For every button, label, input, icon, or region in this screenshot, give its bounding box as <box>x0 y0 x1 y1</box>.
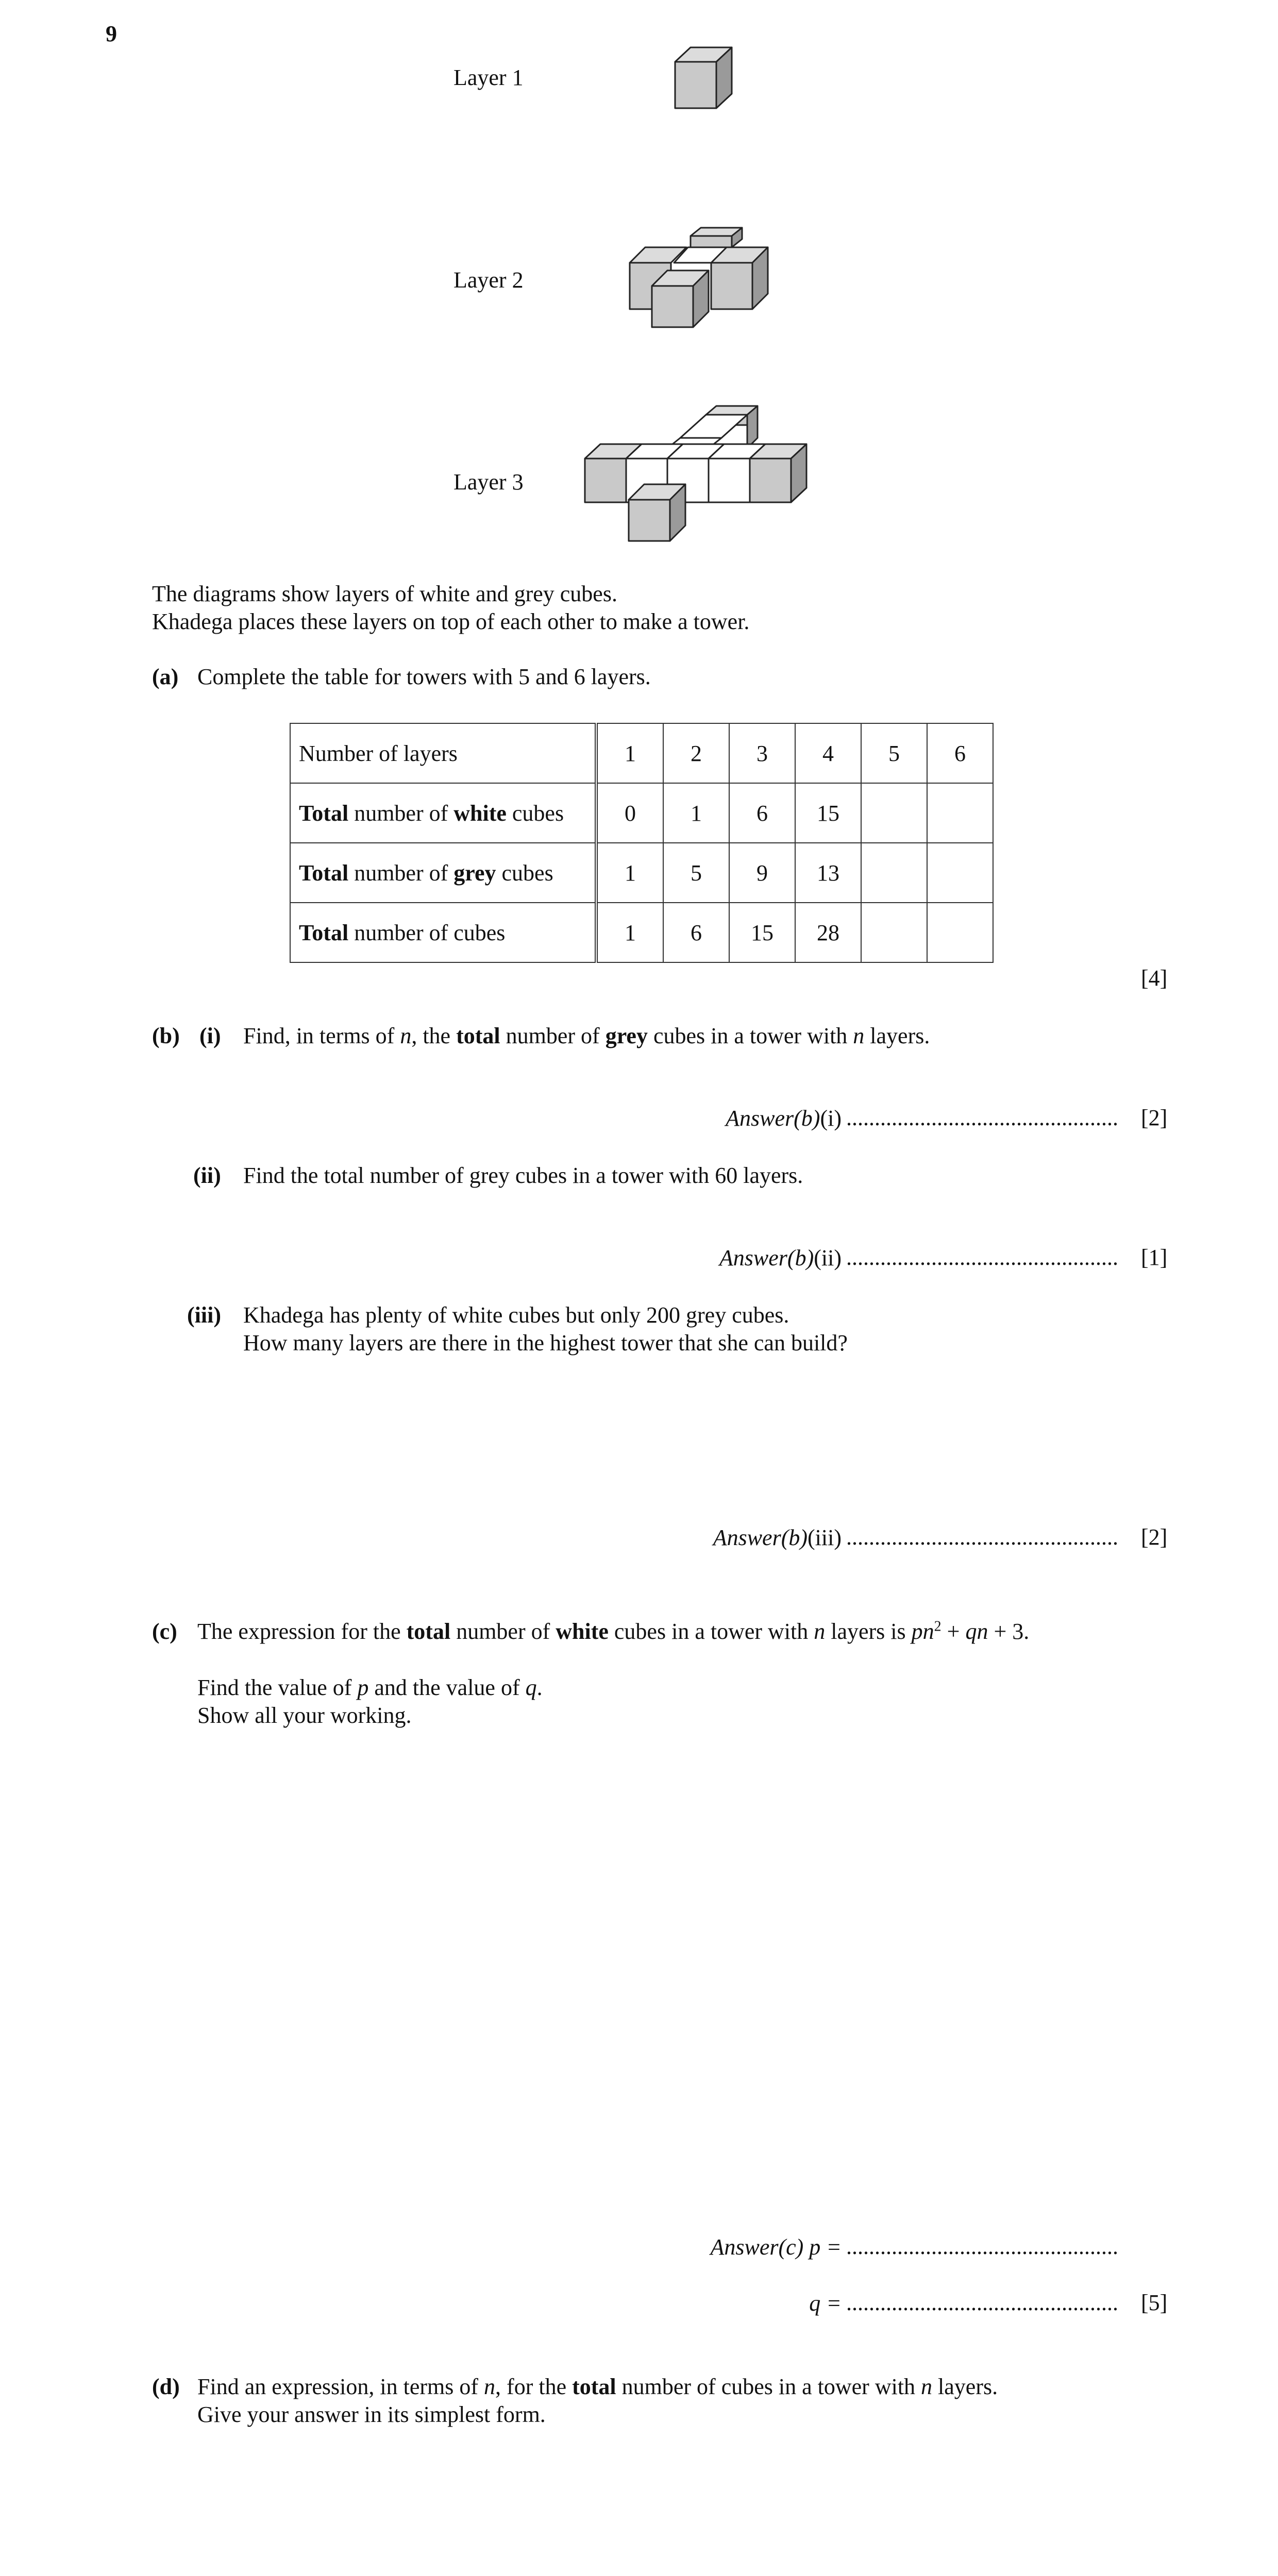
part-b-ii-marks: [1] <box>1141 1245 1168 1270</box>
intro-line-2: Khadega places these layers on top of each other to make a tower. <box>152 609 750 634</box>
table-column-header: 3 <box>729 723 795 783</box>
table-answer-cell[interactable] <box>927 783 993 843</box>
part-a-text: Complete the table for towers with 5 and 6 layers. <box>197 664 651 689</box>
table-cell: 9 <box>729 843 795 903</box>
part-b-i-text: Find, in terms of n, the total number of grey cubes in a tower with n layers. <box>243 1023 930 1048</box>
layers-table <box>290 723 994 963</box>
layer-1-label: Layer 1 <box>453 65 524 90</box>
table-header-label: Number of layers <box>290 723 596 783</box>
answer-b-i-label: Answer(b)(i) <box>726 1106 842 1131</box>
layer-2-label: Layer 2 <box>453 267 524 293</box>
table-cell: 5 <box>663 843 729 903</box>
layer-2-diagram <box>618 222 794 335</box>
table-row-label: Total number of white cubes <box>290 783 596 843</box>
table-cell: 13 <box>795 843 861 903</box>
table-column-header: 1 <box>596 723 663 783</box>
layer-1-diagram <box>665 41 747 118</box>
part-b-i-marks: [2] <box>1141 1105 1168 1130</box>
part-d-label: (d) <box>152 2374 180 2399</box>
answer-c-p-label: Answer(c) p = <box>710 2234 842 2260</box>
answer-b-iii-field[interactable]: ................................................ <box>846 1524 1118 1550</box>
part-c-marks: [5] <box>1141 2290 1168 2315</box>
answer-b-iii-label: Answer(b)(iii) <box>713 1525 842 1550</box>
layer-3-diagram <box>577 402 825 551</box>
part-c-line-3: Show all your working. <box>197 1703 412 1728</box>
table-column-header: 4 <box>795 723 861 783</box>
page-number: 9 <box>106 21 117 46</box>
part-c-text: The expression for the total number of white cubes in a tower with n layers is $pn^2$ + qn + 3. <box>197 1618 1030 1644</box>
table-answer-cell[interactable] <box>927 843 993 903</box>
answer-c-q-label: q = <box>809 2291 842 2316</box>
table-column-header: 6 <box>927 723 993 783</box>
table-row-grey <box>290 843 993 903</box>
part-d-text: Find an expression, in terms of n, for the total number of cubes in a tower with n layers. <box>197 2374 998 2399</box>
table-cell: 28 <box>795 903 861 962</box>
part-b-iii-marks: [2] <box>1141 1524 1168 1550</box>
part-c-label: (c) <box>152 1619 177 1644</box>
table-row-white <box>290 783 993 843</box>
table-answer-cell[interactable] <box>861 903 927 962</box>
part-b-i-label: (i) <box>199 1023 221 1048</box>
part-b-iii-label: (iii) <box>187 1302 221 1328</box>
part-b-ii-text: Find the total number of grey cubes in a tower with 60 layers. <box>243 1163 803 1188</box>
answer-b-ii-label: Answer(b)(ii) <box>719 1245 842 1270</box>
table-row-label: Total number of cubes <box>290 903 596 962</box>
layer-3-label: Layer 3 <box>453 469 524 495</box>
answer-b-ii-field[interactable]: ................................................ <box>846 1245 1118 1270</box>
table-cell: 6 <box>729 783 795 843</box>
answer-c-p-field[interactable]: ................................................ <box>846 2234 1118 2259</box>
part-a-marks: [4] <box>1141 965 1168 991</box>
table-cell: 1 <box>596 843 663 903</box>
table-header-row <box>290 723 993 783</box>
table-cell: 1 <box>663 783 729 843</box>
part-b-label: (b) <box>152 1023 180 1048</box>
table-column-header: 5 <box>861 723 927 783</box>
part-a-label: (a) <box>152 664 179 689</box>
intro-line-1: The diagrams show layers of white and grey cubes. <box>152 581 617 606</box>
answer-c-q-field[interactable]: ................................................ <box>846 2290 1118 2315</box>
table-answer-cell[interactable] <box>861 843 927 903</box>
table-column-header: 2 <box>663 723 729 783</box>
part-b-iii-line-2: How many layers are there in the highest tower that she can build? <box>243 1330 848 1355</box>
table-cell: 6 <box>663 903 729 962</box>
table-row-total <box>290 903 993 962</box>
part-c-line-2: Find the value of p and the value of q. <box>197 1675 543 1700</box>
part-b-ii-label: (ii) <box>193 1163 221 1188</box>
part-d-line-2: Give your answer in its simplest form. <box>197 2402 546 2427</box>
part-b-iii-line-1: Khadega has plenty of white cubes but only 200 grey cubes. <box>243 1302 789 1328</box>
table-answer-cell[interactable] <box>927 903 993 962</box>
answer-b-i-field[interactable]: ................................................ <box>846 1105 1118 1130</box>
table-cell: 0 <box>596 783 663 843</box>
table-row-label: Total number of grey cubes <box>290 843 596 903</box>
table-cell: 1 <box>596 903 663 962</box>
table-cell: 15 <box>729 903 795 962</box>
table-cell: 15 <box>795 783 861 843</box>
table-answer-cell[interactable] <box>861 783 927 843</box>
